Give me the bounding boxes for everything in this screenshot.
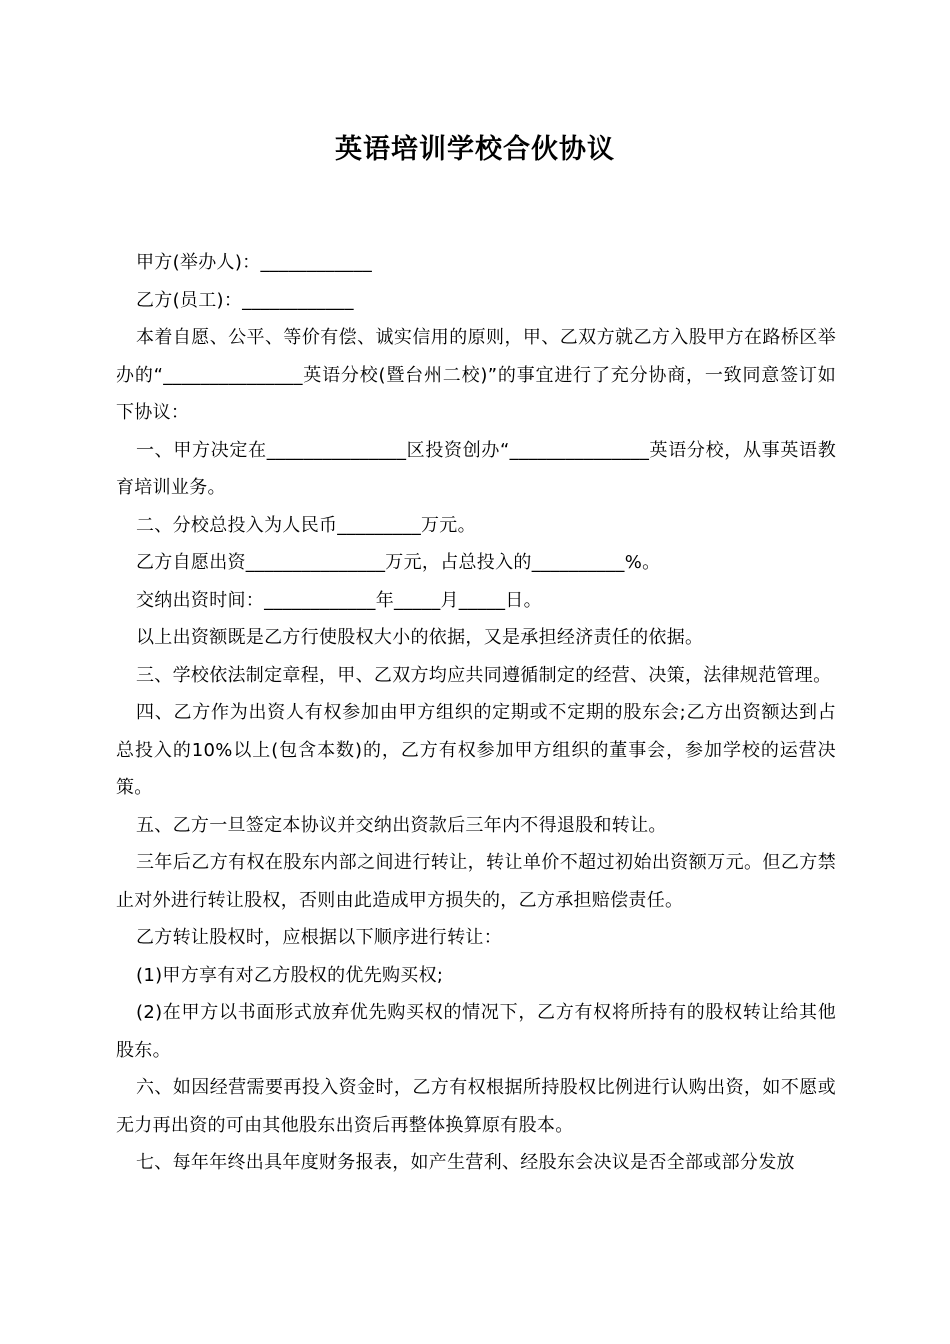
transfer-paragraph: 三年后乙方有权在股东内部之间进行转让，转让单价不超过初始出资额万元。但乙方禁止对外进行转让股权，否则由此造成甲方损失的，乙方承担赔偿责任。 [116, 852, 836, 911]
transfer-item-2: (2)在甲方以书面形式放弃优先购买权的情况下，乙方有权将所持有的股权转让给其他股东。 [116, 1002, 836, 1061]
clause-2-paragraph: 二、分校总投入为人民币_________万元。 [136, 514, 476, 536]
party-b-line: 乙方(员工)：____________ [136, 289, 354, 311]
clause-4-paragraph: 四、乙方作为出资人有权参加由甲方组织的定期或不定期的股东会;乙方出资额达到占总投入的10%以上(包含本数)的，乙方有权参加甲方组织的董事会，参加学校的运营决策。 [116, 702, 836, 798]
document-title: 英语培训学校合伙协议 [335, 134, 615, 165]
clause-1-paragraph: 一、甲方决定在_______________区投资创办“_______________英语分校，从事英语教育培训业务。 [116, 439, 836, 498]
clause-7-paragraph: 七、每年年终出具年度财务报表，如产生营利、经股东会决议是否全部或部分发放 [136, 1152, 795, 1173]
contribution-paragraph: 乙方自愿出资_______________万元，占总投入的__________%。 [136, 552, 661, 573]
clause-5-paragraph: 五、乙方一旦签定本协议并交纳出资款后三年内不得退股和转让。 [136, 814, 667, 836]
transfer-order-paragraph: 乙方转让股权时，应根据以下顺序进行转让： [136, 927, 502, 948]
clause-6-paragraph: 六、如因经营需要再投入资金时，乙方有权根据所持股权比例进行认购出资，如不愿或无力再出资的可由其他股东出资后再整体换算原有股本。 [116, 1077, 836, 1136]
document-body [116, 244, 836, 1182]
preamble-paragraph: 本着自愿、公平、等价有偿、诚实信用的原则，甲、乙双方就乙方入股甲方在路桥区举办的“_______________英语分校(暨台州二校)”的事宜进行了充分协商，一致同意签订如下协议： [116, 327, 836, 423]
party-a-line: 甲方(举办人)：____________ [136, 252, 373, 273]
clause-3-paragraph: 三、学校依法制定章程，甲、乙双方均应共同遵循制定的经营、决策，法律规范管理。 [136, 664, 832, 686]
payment-date-paragraph: 交纳出资时间：____________年_____月_____日。 [136, 589, 542, 611]
transfer-item-1: (1)甲方享有对乙方股权的优先购买权; [136, 964, 444, 986]
basis-paragraph: 以上出资额既是乙方行使股权大小的依据，又是承担经济责任的依据。 [136, 627, 704, 648]
